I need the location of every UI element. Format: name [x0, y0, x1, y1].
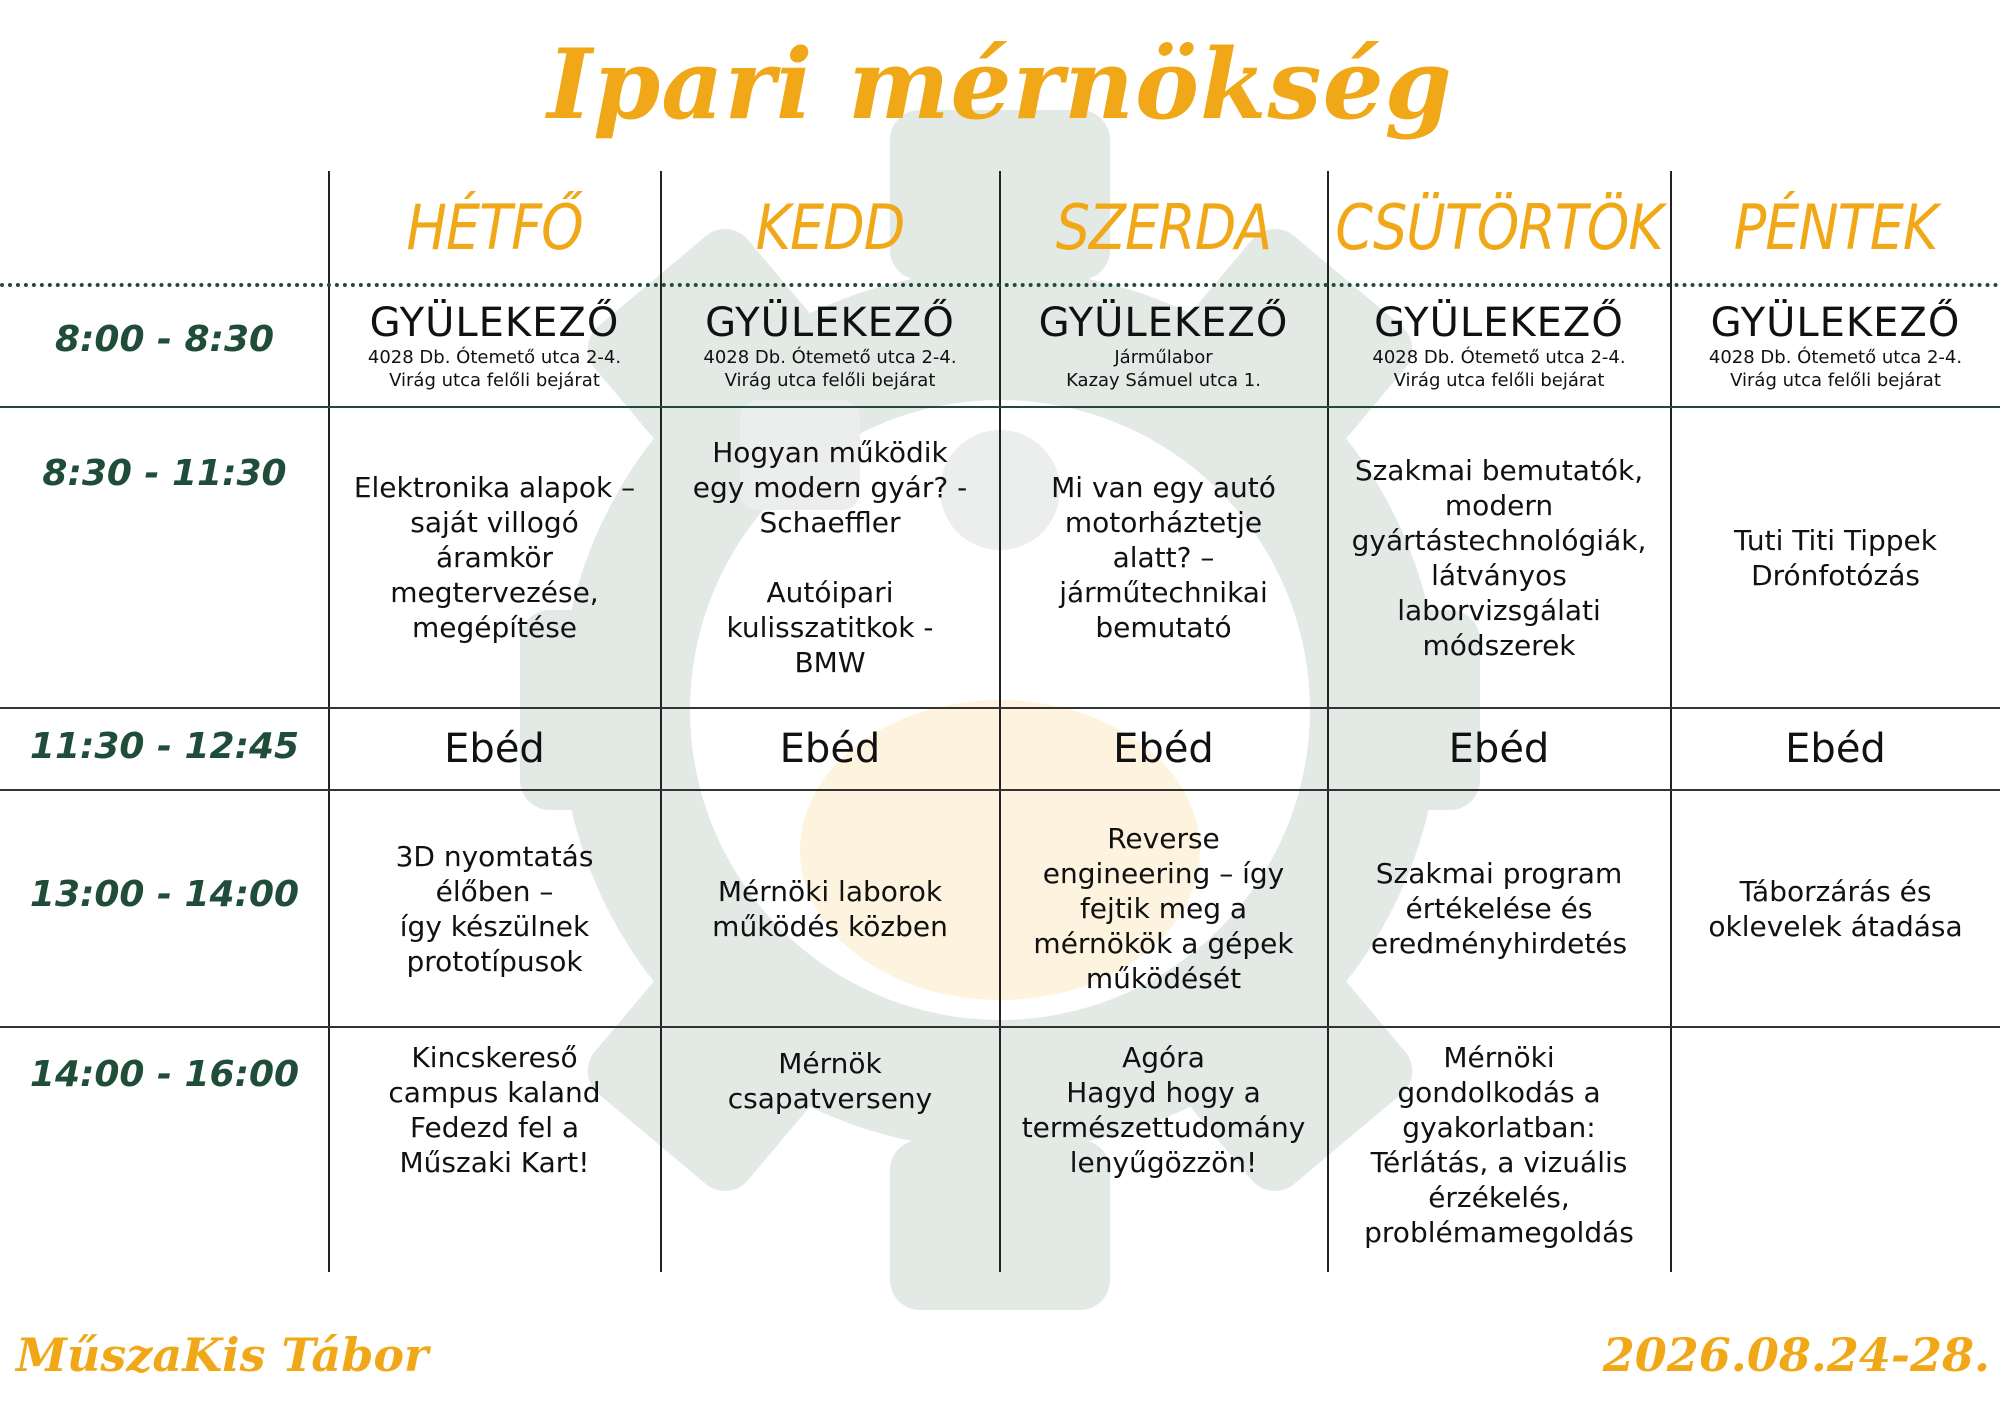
activity-cell — [329, 791, 660, 1026]
activity-line: járműtechnikai — [1059, 576, 1268, 609]
activity-line: motorháztetje — [1064, 506, 1263, 539]
activity-cell — [1000, 1028, 1327, 1272]
activity-cell — [661, 408, 999, 707]
lunch-cell: Ebéd — [1113, 726, 1214, 772]
activity-cell — [1328, 791, 1670, 1026]
gathering-location: Virág utca felőli bejárat — [1393, 369, 1605, 391]
time-slot-label: 8:30 - 11:30 — [42, 453, 287, 494]
lunch-cell: Ebéd — [1448, 726, 1550, 772]
activity-cell — [329, 408, 660, 707]
activity-line: Mérnök — [778, 1047, 882, 1080]
activity-line: áramkör — [436, 541, 553, 574]
activity-line: campus kaland — [388, 1076, 601, 1109]
activity-line: Autóipari — [766, 576, 894, 609]
time-slot-label: 11:30 - 12:45 — [29, 726, 300, 767]
activity-line: gyakorlatban: — [1402, 1111, 1596, 1144]
gathering-location: Virág utca felőli bejárat — [1730, 369, 1941, 391]
day-header-thursday: CSÜTÖRTÖK — [1335, 190, 1663, 264]
activity-line: bemutató — [1095, 611, 1232, 644]
activity-line: Mi van egy autó — [1051, 471, 1276, 504]
activity-cell — [1671, 791, 2000, 1026]
activity-cell — [661, 791, 999, 1026]
activity-line: Kincskereső — [411, 1041, 578, 1074]
activity-line: alatt? – — [1112, 541, 1215, 574]
activity-line: kulisszatitkok - — [726, 611, 934, 644]
activity-line: megépítése — [411, 611, 578, 644]
activity-line: saját villogó — [410, 506, 579, 539]
activity-line: Fedezd fel a — [409, 1111, 580, 1144]
camp-name: MűszaKis Tábor — [16, 1328, 429, 1382]
activity-cell — [661, 1028, 999, 1272]
activity-line: Mérnöki laborok — [717, 874, 943, 908]
activity-line: egy modern gyár? - — [692, 471, 968, 504]
gathering-cell — [329, 285, 660, 406]
activity-line: Tuti Titi Tippek — [1734, 523, 1937, 557]
time-slot-label: 8:00 - 8:30 — [54, 319, 275, 360]
gathering-location: 4028 Db. Ótemető utca 2-4. — [1372, 346, 1626, 368]
activity-line: oklevelek átadása — [1708, 909, 1963, 943]
activity-line: Agóra — [1122, 1041, 1205, 1074]
activity-line: Drónfotózás — [1751, 558, 1920, 592]
day-header-tuesday: KEDD — [755, 190, 905, 264]
activity-line: Hagyd hogy a — [1066, 1076, 1261, 1109]
lunch-cell: Ebéd — [444, 726, 545, 772]
activity-line: Térlátás, a vizuális — [1370, 1146, 1628, 1179]
activity-line: csapatverseny — [727, 1082, 933, 1115]
gathering-cell — [1671, 285, 2000, 406]
empty-activity-cell — [1671, 1028, 2000, 1272]
activity-line: Szakmai program — [1375, 857, 1623, 890]
activity-line: 3D nyomtatás — [395, 839, 594, 873]
gathering-location: 4028 Db. Ótemető utca 2-4. — [367, 346, 622, 368]
activity-line: Műszaki Kart! — [399, 1146, 590, 1179]
schedule-table — [0, 171, 2000, 1272]
gathering-location: Kazay Sámuel utca 1. — [1066, 369, 1261, 391]
activity-line: mérnökök a gépek — [1033, 927, 1294, 960]
activity-line: problémamegoldás — [1364, 1216, 1634, 1249]
day-header-wednesday: SZERDA — [1055, 190, 1272, 264]
activity-line: látványos — [1431, 558, 1567, 592]
activity-line: gyártástechnológiák, — [1351, 523, 1647, 557]
gathering-location: 4028 Db. Ótemető utca 2-4. — [703, 346, 957, 368]
gathering-title: GYÜLEKEZŐ — [705, 299, 955, 346]
activity-line: megtervezése, — [390, 576, 599, 609]
lunch-cell: Ebéd — [1785, 726, 1886, 772]
activity-cell — [1671, 408, 2000, 707]
gathering-cell — [1328, 285, 1670, 406]
activity-line: fejtik meg a — [1079, 892, 1248, 925]
time-slot-label: 13:00 - 14:00 — [29, 874, 300, 915]
activity-line: engineering – így — [1042, 857, 1285, 890]
gathering-title: GYÜLEKEZŐ — [369, 299, 620, 346]
activity-line: értékelése és — [1405, 892, 1593, 925]
gathering-title: GYÜLEKEZŐ — [1374, 299, 1624, 346]
page-title: Ipari mérnökség — [547, 28, 1453, 141]
activity-line: eredményhirdetés — [1370, 927, 1628, 960]
activity-line: így készülnek — [399, 909, 590, 943]
activity-line: Elektronika alapok – — [353, 471, 636, 504]
gathering-title: GYÜLEKEZŐ — [1038, 299, 1289, 346]
activity-line: Táborzárás és — [1739, 874, 1932, 908]
activity-cell — [1000, 408, 1327, 707]
gathering-location: 4028 Db. Ótemető utca 2-4. — [1708, 346, 1963, 368]
activity-line: lenyűgözzön! — [1069, 1146, 1258, 1179]
activity-line: érzékelés, — [1428, 1181, 1570, 1214]
gathering-location: Virág utca felőli bejárat — [724, 369, 936, 391]
camp-dates: 2026.08.24-28. — [1602, 1328, 1990, 1382]
gathering-location: Virág utca felőli bejárat — [389, 369, 600, 391]
activity-cell — [1328, 408, 1670, 707]
activity-line: gondolkodás a — [1397, 1076, 1601, 1109]
activity-line: működését — [1085, 962, 1242, 995]
activity-cell — [329, 1028, 660, 1272]
activity-line: prototípusok — [406, 944, 583, 978]
day-header-friday: PÉNTEK — [1733, 190, 1938, 264]
activity-line: BMW — [794, 646, 866, 679]
gathering-cell — [661, 285, 999, 406]
activity-line: Mérnöki — [1443, 1041, 1555, 1074]
activity-line: működés közben — [712, 909, 948, 943]
activity-line: modern — [1444, 488, 1554, 522]
activity-line: Reverse — [1107, 822, 1220, 855]
activity-line: Szakmai bemutatók, — [1354, 453, 1644, 487]
activity-line: módszerek — [1422, 628, 1576, 662]
activity-cell — [1000, 791, 1327, 1026]
activity-line: élőben – — [435, 874, 554, 908]
time-slot-label: 14:00 - 16:00 — [29, 1054, 300, 1095]
activity-line: természettudomány — [1021, 1111, 1306, 1144]
lunch-cell: Ebéd — [779, 726, 881, 772]
activity-line: laborvizsgálati — [1397, 593, 1601, 627]
activity-cell — [1328, 1028, 1670, 1272]
gathering-cell — [1000, 285, 1327, 406]
day-header-monday: HÉTFŐ — [406, 190, 583, 264]
activity-line: Schaeffler — [759, 506, 901, 539]
gathering-location: Járműlabor — [1114, 346, 1213, 368]
activity-line: Hogyan működik — [712, 436, 948, 469]
gathering-title: GYÜLEKEZŐ — [1710, 299, 1961, 346]
